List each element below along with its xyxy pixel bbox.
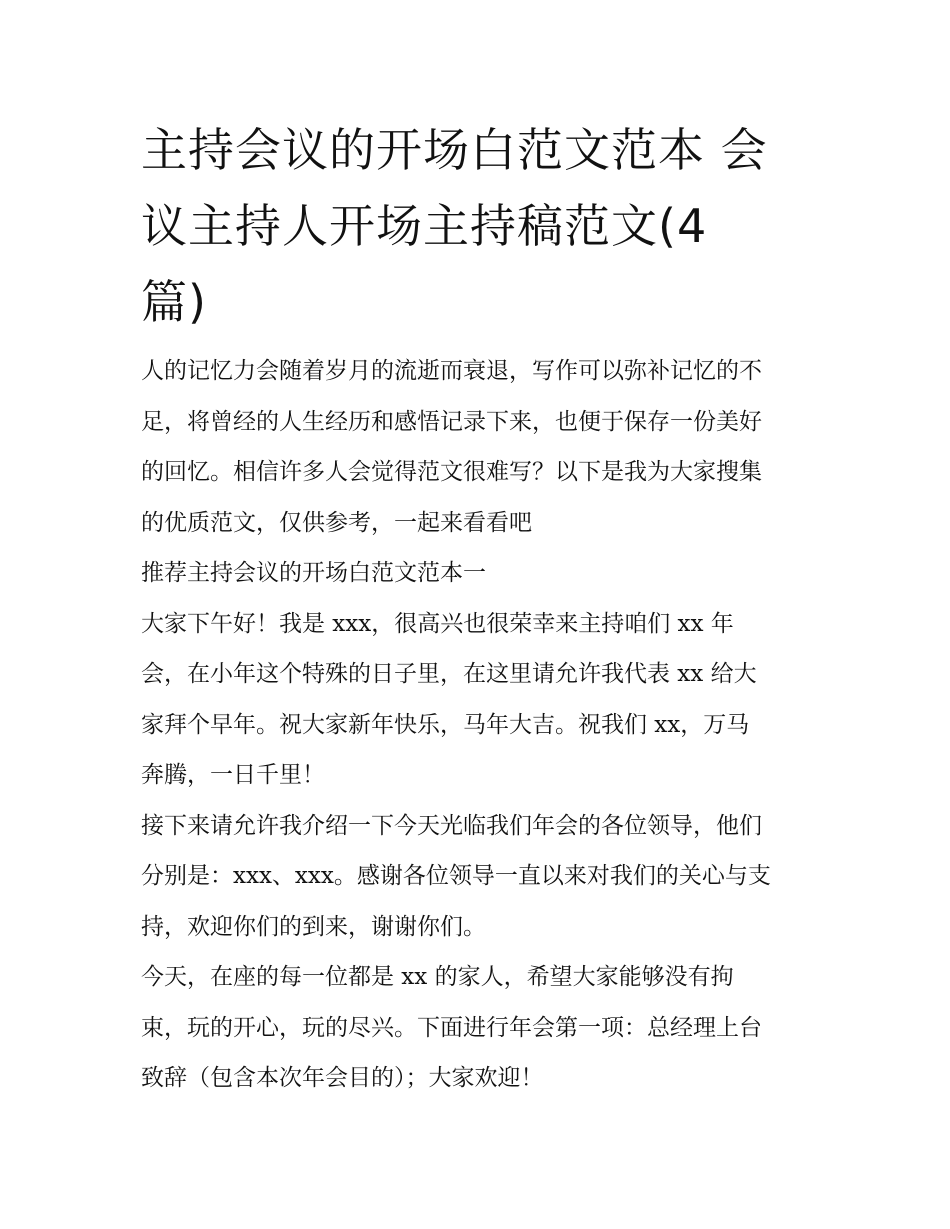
text-line: 推荐主持会议的开场白范文范本一	[141, 560, 486, 586]
title-line: 议主持人开场主持稿范文(4	[141, 199, 708, 253]
title-line: 篇)	[141, 275, 207, 329]
text-line: 束，玩的开心，玩的尽兴。下面进行年会第一项：总经理上台	[141, 1014, 762, 1041]
document-body	[141, 346, 816, 1104]
text-line: 致辞（包含本次年会目的）；大家欢迎！	[141, 1065, 544, 1091]
text-line: 家拜个早年。祝大家新年快乐，马年大吉。祝我们 xx，万马	[141, 711, 750, 738]
paragraph-greeting	[141, 599, 816, 801]
text-line: 大家下午好！我是 xxx，很高兴也很荣幸来主持咱们 xx 年	[141, 610, 734, 637]
text-line: 分别是：xxx、xxx。感谢各位领导一直以来对我们的关心与支	[141, 863, 771, 889]
paragraph-intro	[141, 346, 816, 548]
paragraph-agenda	[141, 952, 816, 1104]
text-line: 的优质范文，仅供参考，一起来看看吧	[141, 509, 532, 536]
text-line: 的回忆。相信许多人会觉得范文很难写？以下是我为大家搜集	[141, 459, 762, 485]
text-line: 接下来请允许我介绍一下今天光临我们年会的各位领导，他们	[141, 812, 762, 839]
text-line: 足，将曾经的人生经历和感悟记录下来，也便于保存一份美好	[141, 408, 762, 435]
title-line: 主持会议的开场白范文范本 会	[141, 123, 768, 177]
document-page	[141, 112, 816, 1104]
text-line: 持，欢迎你们的到来，谢谢你们。	[141, 913, 486, 940]
text-line: 今天，在座的每一位都是 xx 的家人，希望大家能够没有拘	[141, 964, 734, 990]
text-line: 人的记忆力会随着岁月的流逝而衰退，写作可以弥补记忆的不	[141, 358, 762, 384]
section-heading	[141, 548, 816, 599]
text-line: 会，在小年这个特殊的日子里，在这里请允许我代表 xx 给大	[141, 661, 757, 687]
document-title	[141, 112, 816, 340]
text-line: 奔腾，一日千里！	[141, 762, 325, 788]
paragraph-introductions	[141, 801, 816, 953]
